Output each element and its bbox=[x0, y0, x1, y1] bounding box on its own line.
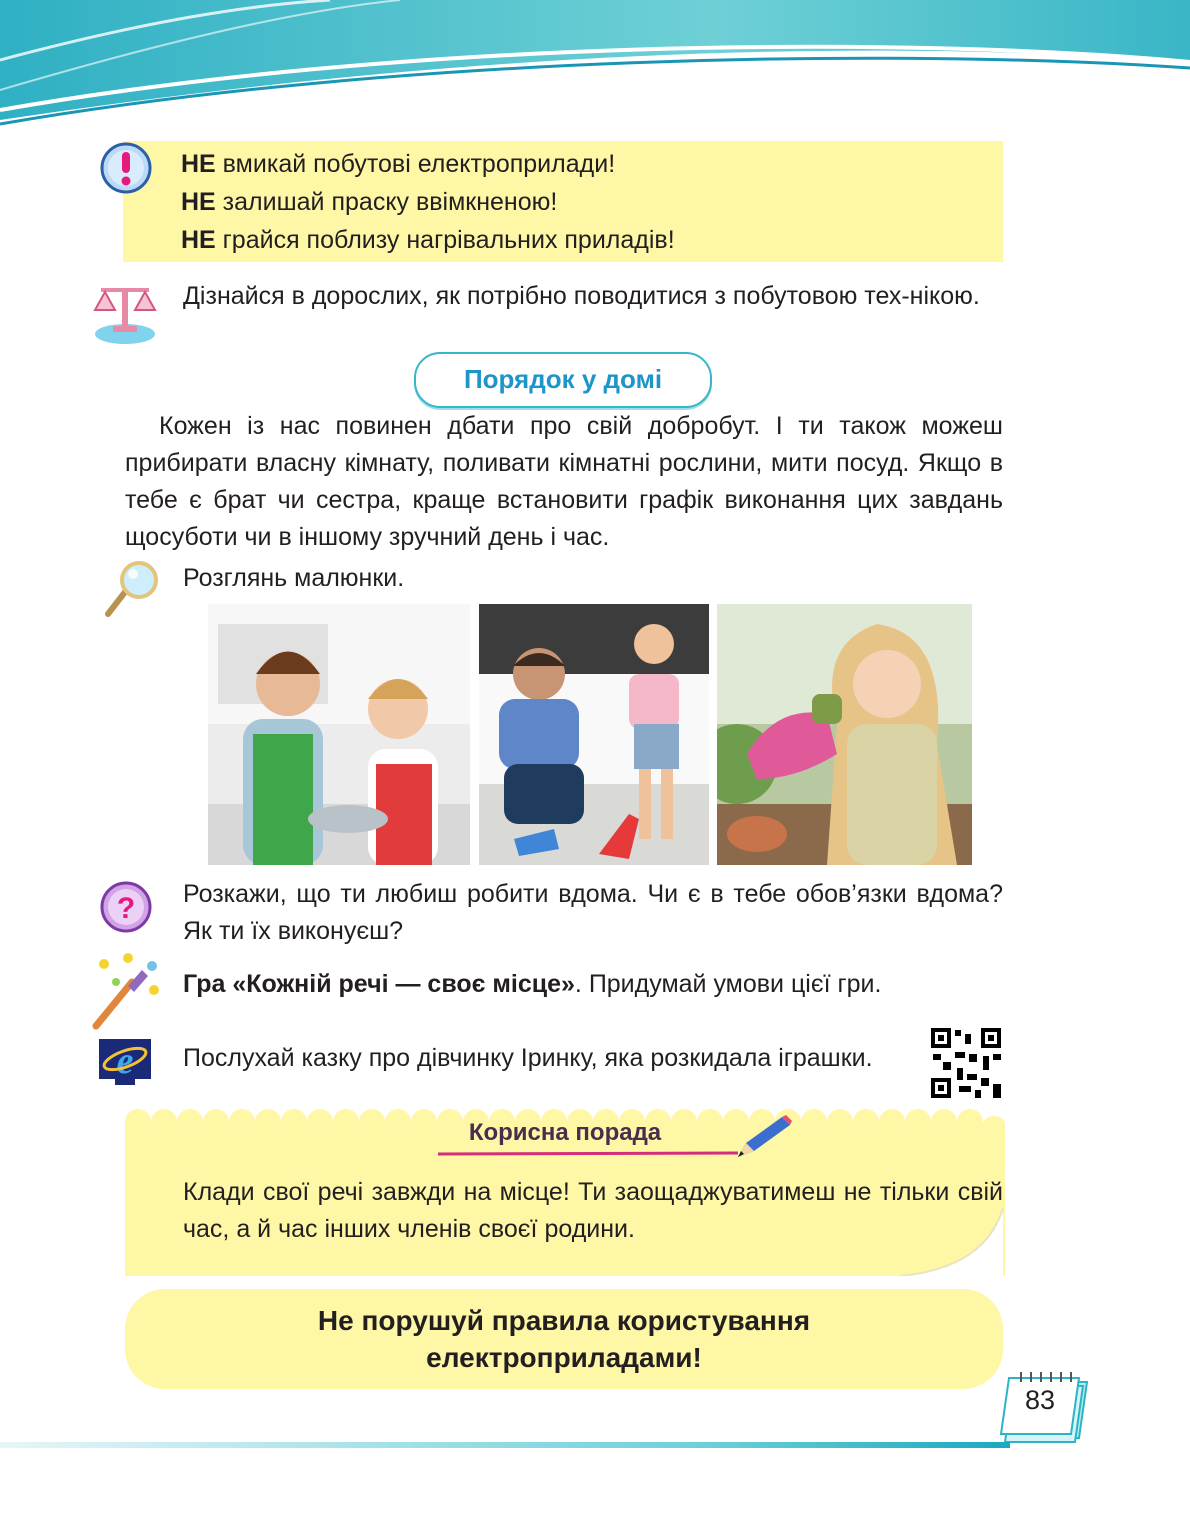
photo-girl-watering-plants bbox=[717, 604, 972, 865]
game-task-text: Гра «Кожній речі — своє місце». Придумай умови цієї гри. bbox=[183, 970, 882, 998]
svg-text:?: ? bbox=[116, 892, 136, 925]
tip-title: Корисна порада bbox=[468, 1119, 662, 1146]
warning-line-3: НЕ грайся поблизу нагрівальних приладів! bbox=[181, 226, 675, 254]
section-title: Порядок у домі bbox=[414, 352, 712, 408]
look-task-text: Розглянь малюнки. bbox=[183, 564, 405, 592]
rule-line-2: електроприладами! bbox=[426, 1342, 702, 1373]
svg-text:e: e bbox=[116, 1040, 134, 1082]
rule-text bbox=[125, 1302, 1003, 1376]
photo-kids-washing-dishes bbox=[208, 604, 470, 865]
warning-line-2: НЕ залишай праску ввімкненою! bbox=[181, 188, 558, 216]
pencil-icon bbox=[734, 1111, 794, 1161]
warning-box bbox=[123, 141, 1003, 262]
magnifier-icon bbox=[103, 560, 159, 618]
page-number: 83 bbox=[1024, 1385, 1056, 1415]
question-icon bbox=[99, 880, 153, 934]
warning-line-1: НЕ вмикай побутові електроприлади! bbox=[181, 150, 616, 178]
rule-line-1: Не порушуй правила користування bbox=[317, 1305, 811, 1336]
header-wave-decoration bbox=[0, 0, 1190, 130]
footer-line bbox=[0, 1436, 1190, 1456]
tip-underline bbox=[438, 1150, 738, 1158]
exclamation-icon bbox=[99, 141, 153, 195]
paintbrush-icon bbox=[88, 952, 164, 1032]
internet-icon bbox=[97, 1037, 153, 1087]
photo-father-daughter-sweeping bbox=[479, 604, 709, 865]
qr-code-icon[interactable] bbox=[929, 1026, 1003, 1100]
ask-adults-text: Дізнайся в дорослих, як потрібно поводитися з побутовою тех-нікою. bbox=[183, 282, 980, 310]
listen-task-text: Послухай казку про дівчинку Іринку, яка розкидала іграшки. bbox=[183, 1044, 873, 1072]
question-task-text: Розкажи, що ти любиш робити вдома. Чи є в тебе обов’язки вдома? Як ти їх виконуєш? bbox=[183, 880, 1003, 945]
scales-icon bbox=[91, 276, 159, 346]
intro-paragraph: Кожен із нас повинен дбати про свій добробут. І ти також можеш прибирати власну кімнату, поливати кімнатні рослини, мити посуд. Якщо в тебе є брат чи сестра, краще встановити графік виконання цих завдань щосуботи чи в іншому зручний день і час. bbox=[125, 412, 1003, 551]
tip-text: Клади свої речі завжди на місце! Ти заощаджуватимеш не тільки свій час, а й час інших членів своєї родини. bbox=[183, 1178, 1003, 1243]
